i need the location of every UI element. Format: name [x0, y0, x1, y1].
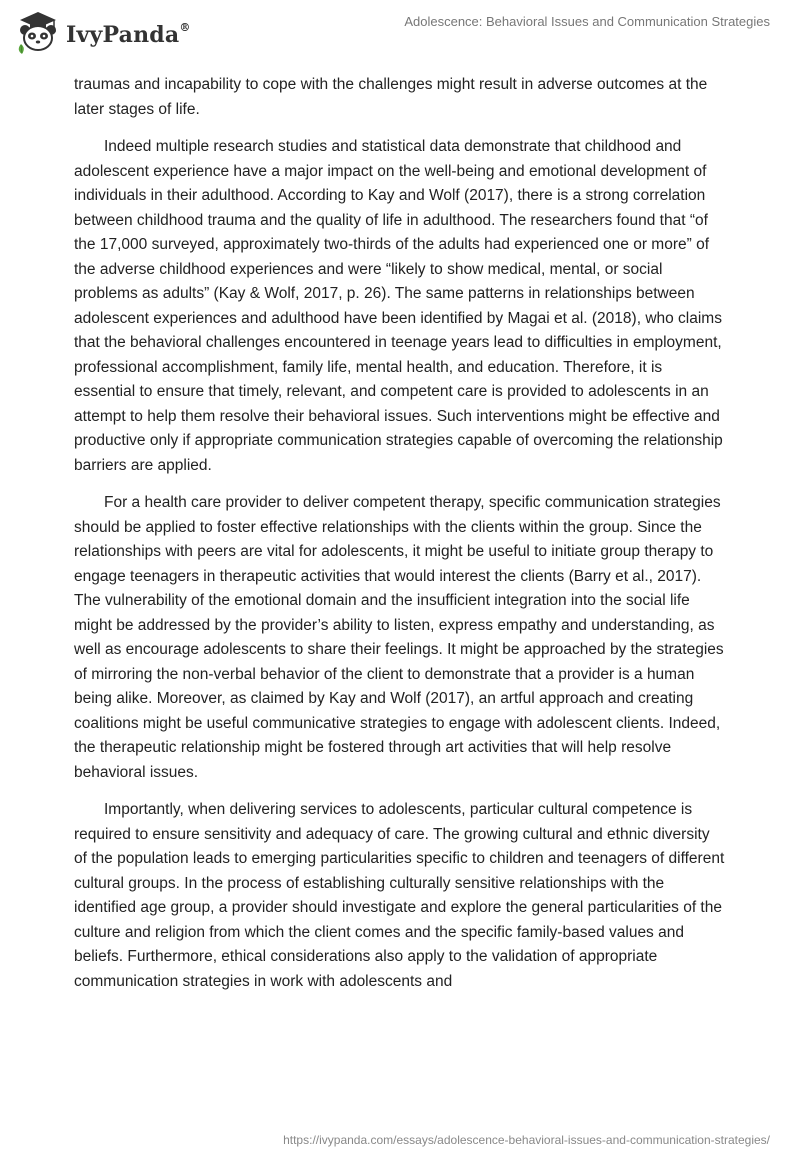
- brand-name: IvyPanda®: [66, 21, 191, 48]
- ivypanda-logo[interactable]: [14, 8, 191, 61]
- source-url[interactable]: https://ivypanda.com/essays/adolescence-behavioral-issues-and-communication-strategies/: [283, 1133, 770, 1147]
- paragraph: Importantly, when delivering services to adolescents, particular cultural competence is required to ensure sensitivity and adequacy of care. The growing cultural and ethnic diversity of the population leads to emerging particularities specific to children and teenagers of different cultural groups. In the process of establishing culturally sensitive relationships with the identified age group, a provider should investigate and explore the general particularities of the culture and religion from which the client comes and the specific family-based values and beliefs. Furthermore, ethical considerations also apply to the validation of appropriate communication strategies in work with adolescents and: [74, 801, 725, 990]
- paragraph: Indeed multiple research studies and statistical data demonstrate that childhood and adolescent experience have a major impact on the well-being and emotional development of individuals in their adulthood. According to Kay and Wolf (2017), there is a strong correlation between childhood trauma and the quality of life in adulthood. The researchers found that “of the 17,000 surveyed, approximately two-thirds of the adults had experienced one or more” of the adverse childhood experiences and were “likely to show medical, mental, or social problems as adults” (Kay & Wolf, 2017, p. 26). The same patterns in relationships between adolescent experiences and adulthood have been identified by Magai et al. (2018), who claims that the behavioral challenges encountered in teenage years lead to difficulties in employment, professional accomplishment, family life, mental health, and education. Therefore, it is essential to ensure that timely, relevant, and competent care is provided to adolescents in an attempt to help them resolve their behavioral issues. Such interventions might be effective and productive only if appropriate communication strategies capable of overcoming the relationship barriers are applied.: [74, 138, 723, 474]
- registered-mark: ®: [179, 21, 191, 35]
- essay-body: [74, 73, 726, 1007]
- document-title: Adolescence: Behavioral Issues and Communication Strategies: [404, 14, 770, 29]
- panda-graduate-icon: [14, 8, 62, 61]
- paragraph: For a health care provider to deliver competent therapy, specific communication strategies should be applied to foster effective relationships with the clients within the group. Since the relationships with peers are vital for adolescents, it might be useful to initiate group therapy to engage teenagers in therapeutic activities that would interest the clients (Barry et al., 2017). The vulnerability of the emotional domain and the insufficient integration into the social life might be addressed by the provider’s ability to listen, express empathy and understanding, as well as encourage adolescents to share their feelings. It might be approached by the strategies of mirroring the non-verbal behavior of the client to demonstrate that a provider is a human being alike. Moreover, as claimed by Kay and Wolf (2017), an artful approach and creating coalitions might be useful communicative strategies to engage with adolescent clients. Indeed, the therapeutic relationship might be fostered through art activities that will help resolve behavioral issues.: [74, 494, 724, 781]
- page-header: [0, 0, 800, 66]
- paragraph: traumas and incapability to cope with the challenges might result in adverse outcomes at the later stages of life.: [74, 76, 708, 118]
